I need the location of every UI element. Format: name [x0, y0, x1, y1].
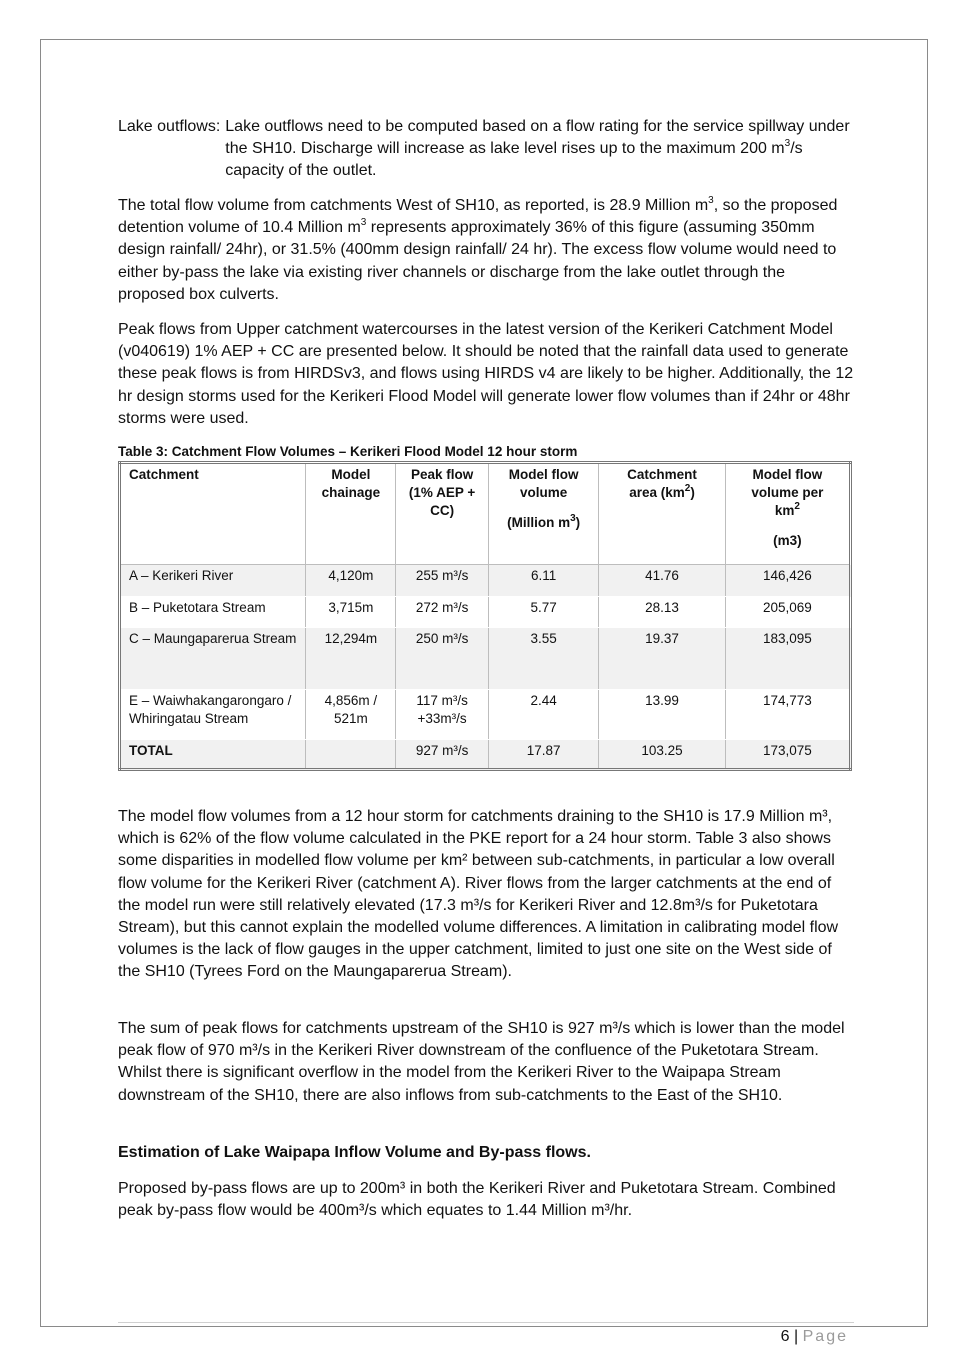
footer-divider — [118, 1322, 854, 1323]
cell-volume-per-km: 205,069 — [725, 597, 850, 628]
cell-chainage: 12,294m — [306, 628, 396, 690]
cell-volume-per-km: 183,095 — [725, 628, 850, 690]
header-flow-volume-per-km: Model flow volume per $km^2$ (m3) — [725, 463, 850, 565]
table-row — [120, 565, 851, 597]
table-row — [120, 628, 851, 690]
page-footer — [781, 1327, 848, 1347]
lake-outflows-block — [118, 116, 854, 183]
paragraph-total-flow: The total flow volume from catchments West of SH10, as reported, is 28.9 Million $m^3$, so the proposed detention volume of 10.4 Million $m^3$ represents approximately 36% of this figure (assuming 350mm design rainfall/ 24hr), or 31.5% (400mm design rainfall/ 24 hr). The excess flow volume would need to either by-pass the lake via existing river channels or discharge from the lake outlet through the proposed box culverts. — [118, 194, 838, 303]
paragraph-model-volumes: The model flow volumes from a 12 hour storm for catchments draining to the SH10 is 17.9 Million m³, which is 62% of the flow volume calculated in the PKE report for a 24 hour storm. Table 3 also shows some disparities in modelled flow volume per km² between sub-catchments, in particular a low overall flow volume for the Kerikeri River (catchment A). River flows from the larger catchments at the end of the model run were still relatively elevated (17.3 m³/s for Kerikeri River and 12.8m³/s for Puketotara Stream), but this cannot explain the modelled volume differences. A limitation in calibrating model flow volumes is the lack of flow gauges in the upper catchment, limited to just one site on the West side of the SH10 (Tyrees Ford on the Maungaparerua Stream). — [118, 808, 839, 981]
paragraph-bypass-flows: Proposed by-pass flows are up to 200m³ in both the Kerikeri River and Puketotara Stream. Combined peak by-pass flow would be 400m³/s which equates to 1.44 Million m³/hr. — [118, 1180, 836, 1220]
catchment-flow-table — [118, 461, 852, 771]
cell-volume: 6.11 — [488, 565, 598, 597]
cell-peak-flow: 272 m³/s — [396, 597, 489, 628]
cell-volume: 17.87 — [488, 740, 598, 770]
cell-peak-flow: 927 m³/s — [396, 740, 489, 770]
table-row — [120, 690, 851, 740]
footer-separator: | — [794, 1328, 799, 1345]
lake-outflows-label: Lake outflows: — [118, 118, 221, 135]
table-caption: Table 3: Catchment Flow Volumes – Kerikeri Flood Model 12 hour storm — [118, 444, 578, 459]
table-row — [120, 597, 851, 628]
page-number: 6 — [780, 1328, 790, 1345]
paragraph-peak-flows: Peak flows from Upper catchment watercourses in the latest version of the Kerikeri Catchment Model (v040619) 1% AEP + CC are presented below. It should be noted that the rainfall data used to generate these peak flows is from HIRDSv3, and flows using HIRDS v4 are likely to be higher. Additionally, the 12 hr design storms used for the Kerikeri Flood Model will generate lower flow volumes than if 24hr or 48hr storms were used. — [118, 321, 854, 427]
cell-peak-flow: 250 m³/s — [396, 628, 489, 690]
header-model-flow-volume: Model flow volume (Million $m^3$) — [488, 463, 598, 565]
cell-area: 28.13 — [599, 597, 725, 628]
cell-area: 41.76 — [599, 565, 725, 597]
cell-total-label: TOTAL — [120, 740, 306, 770]
cell-chainage: 4,120m — [306, 565, 396, 597]
cell-peak-flow: 255 m³/s — [396, 565, 489, 597]
header-model-chainage: Model chainage — [306, 463, 396, 565]
paragraph-sum-peak-flows: The sum of peak flows for catchments upstream of the SH10 is 927 m³/s which is lower than the model peak flow of 970 m³/s in the Kerikeri River downstream of the confluence of the Puketotara Stream. Whilst there is significant overflow in the model from the Kerikeri River to the Waipapa Stream downstream of the SH10, there are also inflows from sub-catchments to the East of the SH10. — [118, 1020, 845, 1104]
cell-catchment: A – Kerikeri River — [120, 565, 306, 597]
cell-chainage — [306, 740, 396, 770]
cell-area: 103.25 — [599, 740, 725, 770]
cell-area: 13.99 — [599, 690, 725, 740]
cell-volume: 3.55 — [488, 628, 598, 690]
cell-peak-flow: 117 m³/s +33m³/s — [396, 690, 489, 740]
table-total-row — [120, 740, 851, 770]
cell-volume-per-km: 173,075 — [725, 740, 850, 770]
header-peak-flow: Peak flow (1% AEP + CC) — [396, 463, 489, 565]
cell-chainage: 4,856m / 521m — [306, 690, 396, 740]
cell-catchment: E – Waiwhakangarongaro / Whiringatau Stream — [120, 690, 306, 740]
cell-volume: 5.77 — [488, 597, 598, 628]
cell-volume-per-km: 146,426 — [725, 565, 850, 597]
lake-outflows-text: Lake outflows need to be computed based on a flow rating for the service spillway under the SH10. Discharge will increase as lake level rises up to the maximum 200 $m^3/s$ capacity of the outlet. — [225, 118, 850, 180]
header-catchment: Catchment — [120, 463, 306, 565]
cell-catchment: C – Maungaparerua Stream — [120, 628, 306, 690]
cell-volume-per-km: 174,773 — [725, 690, 850, 740]
cell-catchment: B – Puketotara Stream — [120, 597, 306, 628]
page-word: Page — [802, 1328, 848, 1345]
cell-chainage: 3,715m — [306, 597, 396, 628]
header-catchment-area: Catchment area $(km^2)$ — [599, 463, 725, 565]
section-heading: Estimation of Lake Waipapa Inflow Volume and By-pass flows. — [118, 1144, 591, 1161]
cell-area: 19.37 — [599, 628, 725, 690]
table-header-row — [120, 463, 851, 565]
cell-volume: 2.44 — [488, 690, 598, 740]
